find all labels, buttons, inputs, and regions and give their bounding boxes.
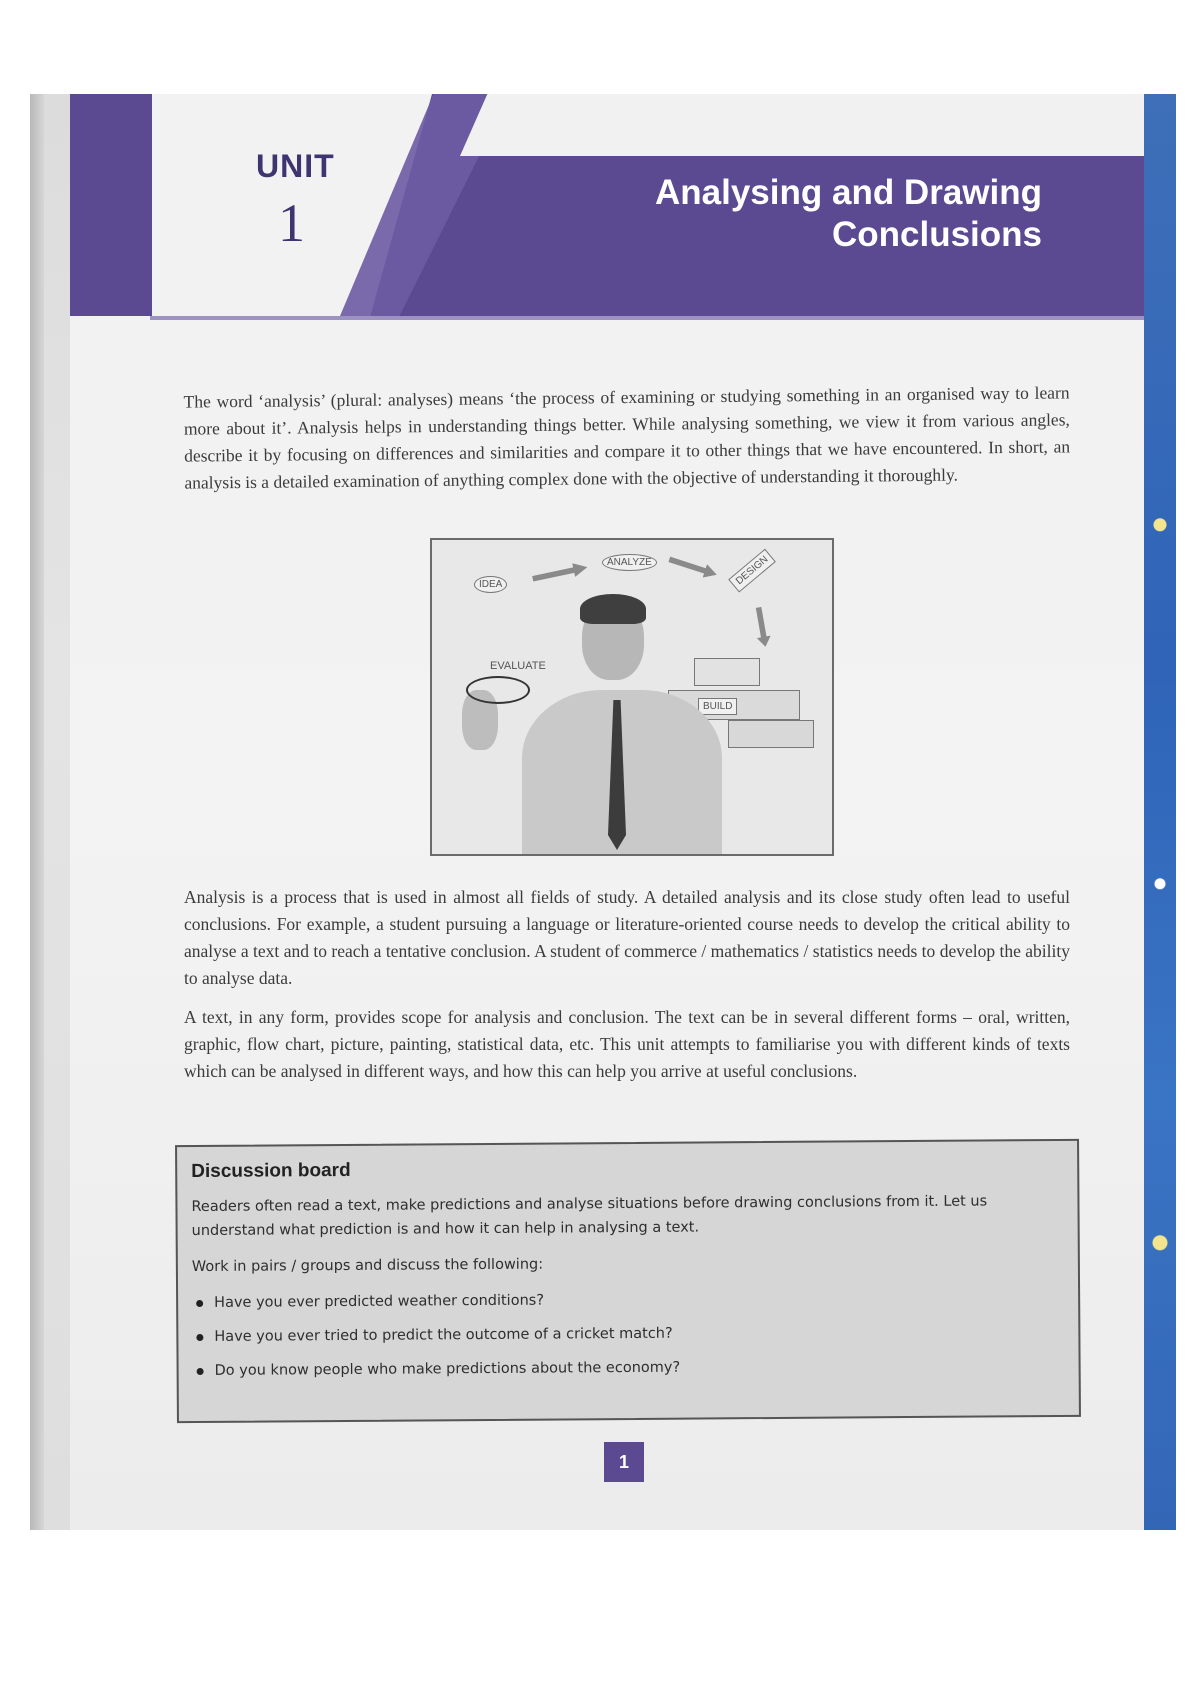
background-left-edge [30, 94, 44, 1530]
background-fabric [1144, 94, 1176, 1530]
sketch-block [728, 720, 814, 748]
sketch-label-analyze: ANALYZE [602, 554, 657, 571]
unit-label: UNIT [256, 148, 335, 184]
intro-paragraph: The word ‘analysis’ (plural: analyses) means ‘the process of examining or studying something in an organised way to learn more about it’. Analysis helps in understanding things better. While analysing something, we view it from various angles, describe it by focusing on differences and similarities and compare it to other things that we have encountered. In short, an analysis is a detailed examination of anything complex done with the objective of understanding it thoroughly. [183, 382, 1071, 493]
page-photo [30, 94, 1176, 1530]
discussion-intro: Readers often read a text, make predictions and analyse situations before drawing conclusions from it. Let us understand what prediction is and how it can help in analysing a text. [191, 1193, 988, 1240]
sketch-label-idea: IDEA [474, 576, 507, 593]
text-forms-paragraph: A text, in any form, provides scope for analysis and conclusion. The text can be in several different forms – oral, written, graphic, flow chart, picture, painting, statistical data, etc. This unit attempts to familiarise you with different kinds of texts which can be analysed in different ways, and how this can help you arrive at useful conclusions. [184, 1007, 1070, 1081]
discussion-board [175, 1139, 1081, 1423]
unit-title [655, 172, 1042, 256]
fields-of-study-paragraph: Analysis is a process that is used in almost all fields of study. A detailed analysis and its close study often lead to useful conclusions. For example, a student pursuing a language or literature-oriented course needs to develop the critical ability to analyse a text and to reach a tentative conclusion. A student of commerce / mathematics / statistics needs to develop the ability to analyse data. [184, 887, 1070, 988]
unit-number: 1 [278, 193, 305, 253]
discussion-question: Do you know people who make predictions about the economy? [193, 1353, 1065, 1383]
glasses-icon [466, 676, 530, 704]
unit-header [70, 94, 1144, 324]
person-hair [580, 594, 646, 624]
discussion-question: Have you ever tried to predict the outcome of a cricket match? [192, 1319, 1064, 1349]
sketch-label-build: BUILD [698, 698, 737, 715]
sketch-label-evaluate: EVALUATE [490, 660, 546, 672]
sketch-arrow [752, 606, 773, 648]
discussion-instruction: Work in pairs / groups and discuss the following: [191, 1256, 544, 1276]
sketch-arrow [531, 560, 589, 585]
analysis-illustration [430, 538, 834, 856]
discussion-question: Have you ever predicted weather conditions? [192, 1285, 1064, 1315]
sketch-label-design: DESIGN [728, 548, 776, 592]
sketch-arrow [667, 553, 719, 582]
unit-title-line1: Analysing and Drawing [655, 173, 1042, 212]
sketch-block [694, 658, 760, 686]
discussion-questions [192, 1285, 1065, 1383]
header-underline [150, 316, 1144, 320]
unit-title-line2: Conclusions [831, 215, 1042, 254]
discussion-title: Discussion board [191, 1159, 351, 1183]
book-page [70, 94, 1144, 1530]
header-top-panel [460, 94, 1144, 156]
page-number: 1 [604, 1442, 644, 1482]
